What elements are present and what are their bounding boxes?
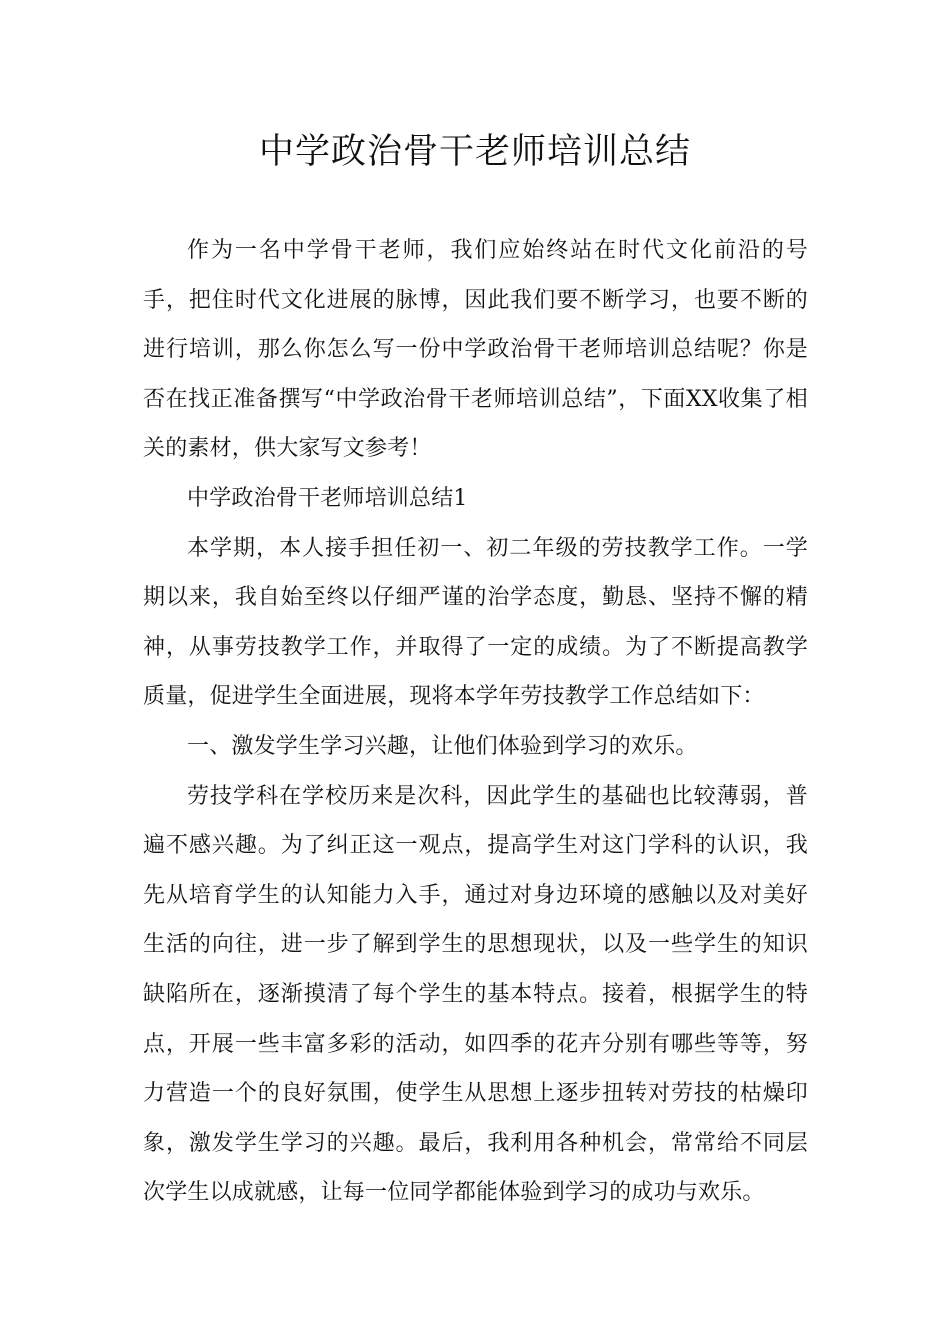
intro-paragraph: 作为一名中学骨干老师，我们应始终站在时代文化前沿的号手，把住时代文化进展的脉博，因此我们要不断学习，也要不断的进行培训，那么你怎么写一份中学政治骨干老师培训总结呢？你是否在找正准备撰写“中学政治骨干老师培训总结”，下面XX收集了相关的素材，供大家写文参考！	[143, 238, 808, 462]
subsection-heading: 一、激发学生学习兴趣，让他们体验到学习的欢乐。	[187, 733, 698, 759]
body-paragraph: 劳技学科在学校历来是次科，因此学生的基础也比较薄弱，普遍不感兴趣。为了纠正这一观点，提高学生对这门学科的认识，我先从培育学生的认知能力入手，通过对身边环境的感触以及对美好生活的向往，进一步了解到学生的思想现状，以及一些学生的知识缺陷所在，逐渐摸清了每个学生的基本特点。接着，根据学生的特点，开展一些丰富多彩的活动，如四季的花卉分别有哪些等等，努力营造一个的良好氛围，使学生从思想上逐步扭转对劳技的枯燥印象，激发学生学习的兴趣。最后，我利用各种机会，常常给不同层次学生以成就感，让每一位同学都能体验到学习的成功与欢乐。	[143, 783, 808, 1206]
body-paragraph: 本学期，本人接手担任初一、初二年级的劳技教学工作。一学期以来，我自始至终以仔细严谨的治学态度，勤恳、坚持不懈的精神，从事劳技教学工作，并取得了一定的成绩。为了不断提高教学质量，促进学生全面进展，现将本学年劳技教学工作总结如下：	[143, 535, 808, 710]
document-body	[143, 226, 808, 1218]
document-title: 中学政治骨干老师培训总结	[258, 132, 691, 172]
section-heading: 中学政治骨干老师培训总结1	[187, 485, 468, 511]
